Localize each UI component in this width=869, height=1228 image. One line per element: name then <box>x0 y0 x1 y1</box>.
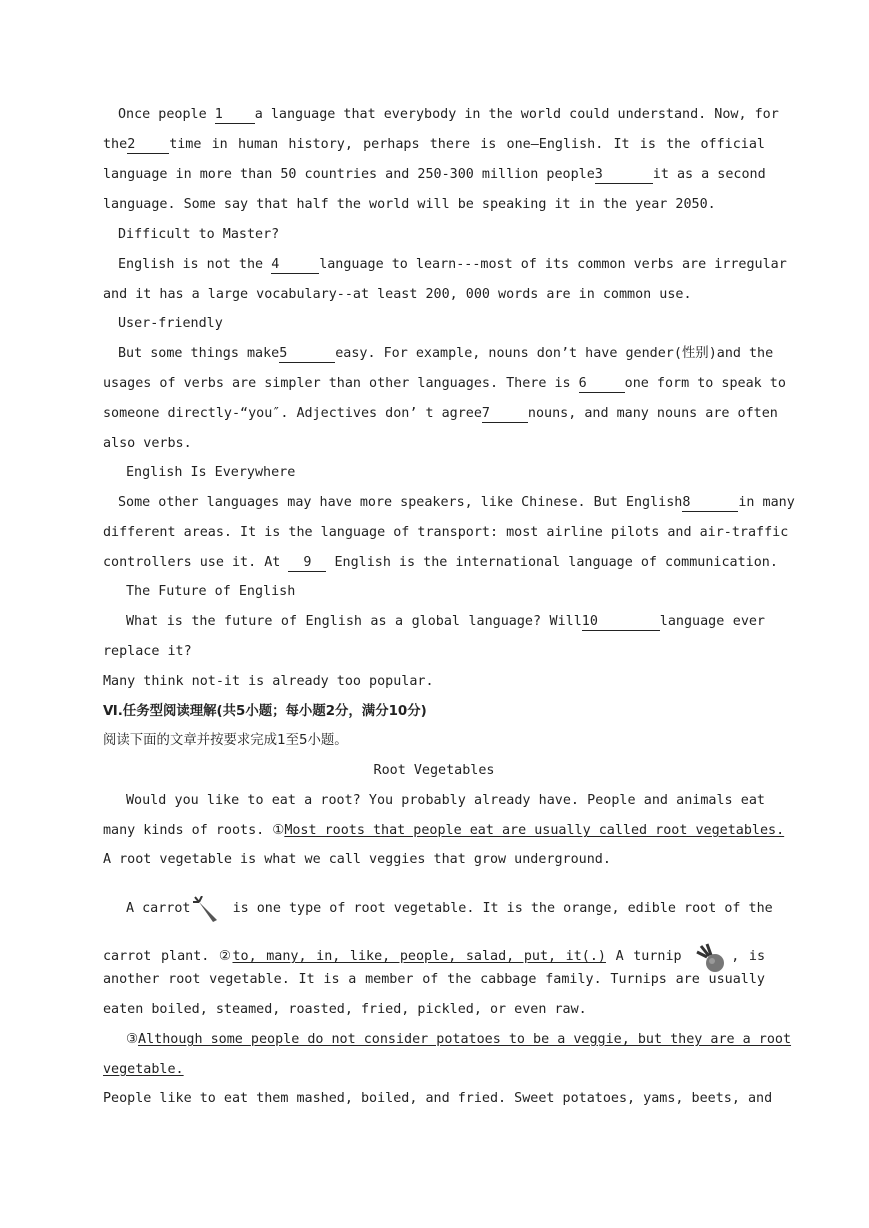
passage-line-16: Many think not-it is already too popular. <box>103 674 434 689</box>
text: ③ <box>126 1032 139 1047</box>
passage-line-6: and it has a large vocabulary--at least 200, 000 words are in common use. <box>103 287 692 302</box>
article-line-7: eaten boiled, steamed, roasted, fried, pickled, or even raw. <box>103 1002 587 1017</box>
passage-line-12: different areas. It is the language of transport: most airline pilots and air-traffic <box>103 525 789 540</box>
article-line-9 <box>103 1061 765 1079</box>
text: language to learn---most of its common verbs are irregular <box>319 257 787 272</box>
passage-line-10: also verbs. <box>103 436 192 451</box>
blank-9[interactable]: 9 <box>288 555 326 572</box>
passage-line-11 <box>118 494 795 512</box>
article-line-2 <box>103 822 785 840</box>
subheading-difficult: Difficult to Master? <box>118 227 280 242</box>
passage-line-14 <box>126 613 765 631</box>
text: A turnip <box>615 949 682 964</box>
passage-line-8 <box>103 375 786 393</box>
text: a language that everybody in the world could understand. Now, for <box>254 107 779 122</box>
blank-3[interactable]: 3 <box>595 167 653 184</box>
text: carrot plant. ② <box>103 949 233 964</box>
text: time in human history, perhaps there is one—English. It is the official <box>169 137 765 152</box>
article-line-4 <box>126 896 773 932</box>
passage-line-2 <box>103 136 765 154</box>
text: , is <box>731 949 766 964</box>
subheading-user-friendly: User-friendly <box>118 316 223 331</box>
text: A carrot <box>126 901 191 916</box>
text: in many <box>738 495 795 510</box>
text: is one type of root vegetable. It is the orange, edible root of the <box>232 901 773 916</box>
text: What is the future of English as a global language? Will <box>126 614 582 629</box>
passage-line-15: replace it? <box>103 644 192 659</box>
article-line-8 <box>126 1031 792 1049</box>
text: the <box>103 137 128 152</box>
blank-10[interactable]: 10 <box>582 614 660 631</box>
section-heading: Ⅵ.任务型阅读理解(共5小题；每小题2分，满分10分) <box>103 704 427 719</box>
passage-line-5 <box>118 256 787 274</box>
blank-7[interactable]: 7 <box>482 406 528 423</box>
blank-2[interactable]: 2 <box>127 137 169 154</box>
passage-line-1 <box>118 106 779 124</box>
text: But some things make <box>118 346 280 361</box>
blank-5[interactable]: 5 <box>279 346 335 363</box>
article-line-3: A root vegetable is what we call veggies that grow underground. <box>103 852 611 867</box>
passage-line-4: language. Some say that half the world will be speaking it in the year 2050. <box>103 197 716 212</box>
text: language in more than 50 countries and 250-300 million people <box>103 167 595 182</box>
scrambled-words: to, many, in, like, people, salad, put, it(.) <box>232 949 606 964</box>
subheading-future: The Future of English <box>126 584 296 599</box>
passage-line-3 <box>103 166 765 184</box>
carrot-icon <box>191 896 225 932</box>
text: nouns, and many nouns are often <box>527 406 778 421</box>
passage-line-9 <box>103 405 778 423</box>
article-line-1: Would you like to eat a root? You probably already have. People and animals eat <box>126 793 765 808</box>
text: someone directly-“you″. Adjectives don’ t agree <box>103 406 482 421</box>
text: usages of verbs are simpler than other languages. There is <box>103 376 571 391</box>
underlined-sentence-3: Although some people do not consider potatoes to be a veggie, but they are a root <box>138 1032 792 1047</box>
text: English is the international language of communication. <box>334 555 778 570</box>
text: controllers use it. At <box>103 555 281 570</box>
passage-line-7 <box>118 345 774 363</box>
text: many kinds of roots. ① <box>103 823 285 838</box>
text: English is not the <box>118 257 264 272</box>
blank-6[interactable]: 6 <box>579 376 625 393</box>
text: it as a second <box>652 167 766 182</box>
underlined-sentence-1: Most roots that people eat are usually called root vegetables. <box>284 823 785 838</box>
blank-1[interactable]: 1 <box>215 107 255 124</box>
blank-8[interactable]: 8 <box>682 495 738 512</box>
article-title: Root Vegetables <box>373 763 495 778</box>
text: one form to speak to <box>624 376 786 391</box>
text: Once people <box>118 107 207 122</box>
subheading-everywhere: English Is Everywhere <box>126 465 296 480</box>
passage-line-13 <box>103 554 778 572</box>
section-instruction: 阅读下面的文章并按要求完成1至5小题。 <box>103 733 348 748</box>
text: easy. For example, nouns don’t have gender(性别)and the <box>335 346 774 361</box>
blank-4[interactable]: 4 <box>271 257 319 274</box>
article-line-10: People like to eat them mashed, boiled, and fried. Sweet potatoes, yams, beets, and <box>103 1091 773 1106</box>
article-line-6: another root vegetable. It is a member of the cabbage family. Turnips are usually <box>103 972 765 987</box>
text: language ever <box>659 614 765 629</box>
underlined-sentence-3-end: vegetable. <box>103 1062 184 1077</box>
text: Some other languages may have more speakers, like Chinese. But English <box>118 495 683 510</box>
